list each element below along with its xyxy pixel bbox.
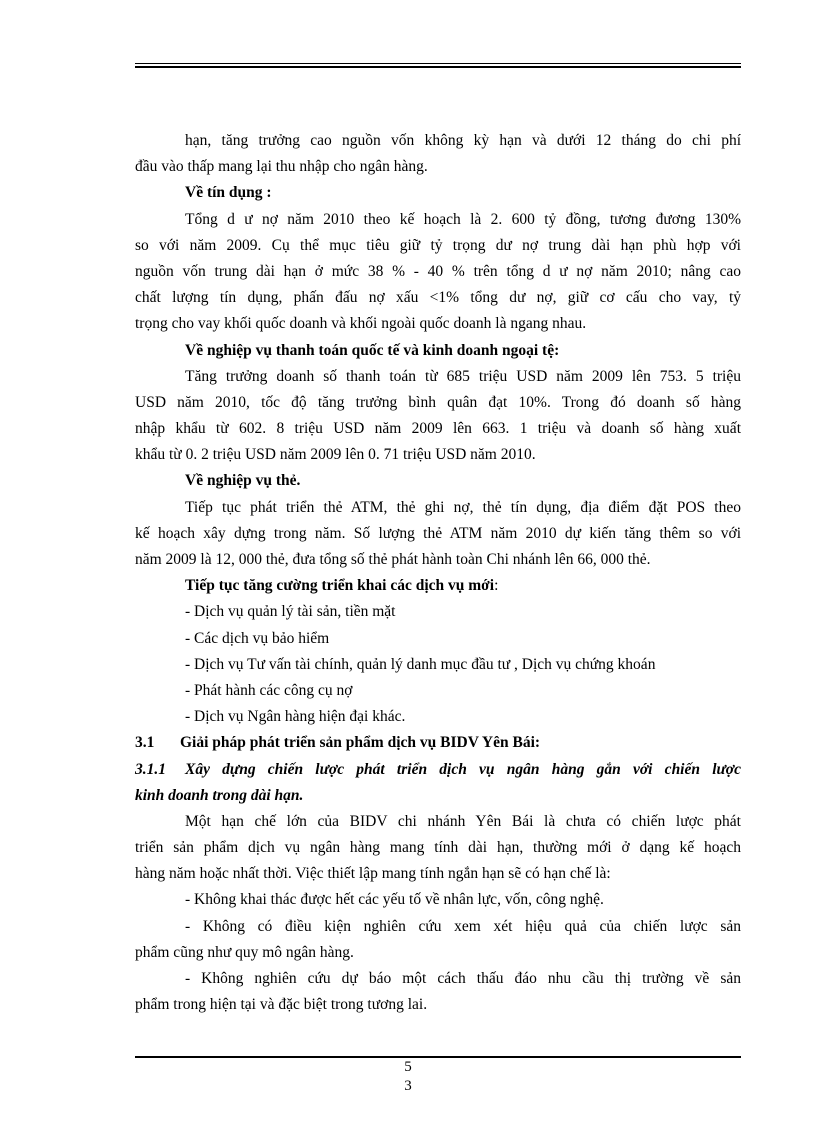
heading-text: Tiếp tục tăng cường triển khai các dịch vụ mới xyxy=(185,577,495,595)
paragraph-line: kế hoạch xây dựng trong năm. Số lượng thẻ ATM năm 2010 dự kiến tăng thêm so với xyxy=(135,524,741,542)
page-number xyxy=(0,1058,816,1096)
list-item: - Dịch vụ Ngân hàng hiện đại khác. xyxy=(185,708,406,726)
section-heading-new-services xyxy=(135,573,741,599)
paragraph-line: Một hạn chế lớn của BIDV chi nhánh Yên Bái là chưa có chiến lược phát xyxy=(185,812,741,830)
document-body xyxy=(135,128,741,1018)
subsection-heading-3-1-1 xyxy=(135,757,741,783)
paragraph-line: đầu vào thấp mang lại thu nhập cho ngân hàng. xyxy=(135,158,428,176)
paragraph-line: trọng cho vay khối quốc doanh và khối ngoài quốc doanh là ngang nhau. xyxy=(135,315,587,333)
list-item: - Các dịch vụ bảo hiểm xyxy=(185,629,330,647)
paragraph-line: Tổng d ư nợ năm 2010 theo kế hoạch là 2. 600 tỷ đồng, tương đương 130% xyxy=(185,210,741,228)
heading-colon: : xyxy=(494,577,499,595)
section-heading-card: Về nghiệp vụ thẻ. xyxy=(185,472,301,490)
paragraph-line: triển sản phẩm dịch vụ ngân hàng mang tính dài hạn, thường mới ở dạng kế hoạch xyxy=(135,839,741,857)
heading-text: Xây dựng chiến lược phát triển dịch vụ ngân hàng gắn với chiến lược xyxy=(185,760,741,778)
paragraph-line: năm 2009 là 12, 000 thẻ, đưa tổng số thẻ phát hành toàn Chi nhánh lên 66, 000 thẻ. xyxy=(135,551,651,568)
list-item: - Dịch vụ quản lý tài sản, tiền mặt xyxy=(185,603,396,621)
section-heading-credit: Về tín dụng : xyxy=(185,184,272,202)
heading-text: Giải pháp phát triển sản phẩm dịch vụ BIDV Yên Bái: xyxy=(180,734,541,752)
paragraph-line: hàng năm hoặc nhất thời. Việc thiết lập mang tính ngắn hạn sẽ có hạn chế là: xyxy=(135,865,611,883)
paragraph-line: Tăng trưởng doanh số thanh toán từ 685 triệu USD năm 2009 lên 753. 5 triệu xyxy=(185,367,741,385)
paragraph-line: nhập khẩu từ 602. 8 triệu USD năm 2009 lên 663. 1 triệu và doanh số hàng xuất xyxy=(135,420,741,438)
list-item: - Dịch vụ Tư vấn tài chính, quản lý danh mục đầu tư , Dịch vụ chứng khoán xyxy=(185,655,656,673)
list-item: - Không khai thác được hết các yếu tố về nhân lực, vốn, công nghệ. xyxy=(185,891,604,909)
paragraph-line: so với năm 2009. Cụ thể mục tiêu giữ tỷ trọng dư nợ trung dài hạn phù hợp với xyxy=(135,236,741,254)
paragraph-line: phẩm cũng như quy mô ngân hàng. xyxy=(135,943,354,961)
paragraph-line: phẩm trong hiện tại và đặc biệt trong tương lai. xyxy=(135,996,428,1014)
paragraph-line: Tiếp tục phát triển thẻ ATM, thẻ ghi nợ, thẻ tín dụng, địa điểm đặt POS theo xyxy=(185,498,741,516)
section-heading-3-1 xyxy=(135,730,741,756)
paragraph-line: hạn, tăng trưởng cao nguồn vốn không kỳ hạn và dưới 12 tháng do chi phí xyxy=(185,132,741,149)
page-number-line-1: 5 xyxy=(404,1059,412,1075)
section-heading-international-payment: Về nghiệp vụ thanh toán quốc tế và kinh doanh ngoại tệ: xyxy=(185,341,560,359)
paragraph-line: nguồn vốn trung dài hạn ở mức 38 % - 40 % trên tổng d ư nợ năm 2010; nâng cao xyxy=(135,262,741,280)
paragraph-line: khẩu từ 0. 2 triệu USD năm 2009 lên 0. 71 triệu USD năm 2010. xyxy=(135,446,536,464)
paragraph-line: USD năm 2010, tốc độ tăng trưởng bình quân đạt 10%. Trong đó doanh số hàng xyxy=(135,393,741,411)
header-rule xyxy=(135,63,741,68)
list-item: - Không có điều kiện nghiên cứu xem xét hiệu quả của chiến lược sản xyxy=(185,917,741,935)
subsection-heading-continued: kinh doanh trong dài hạn. xyxy=(135,786,304,804)
heading-number: 3.1 xyxy=(135,734,155,752)
page-number-line-2: 3 xyxy=(404,1078,412,1094)
list-item: - Phát hành các công cụ nợ xyxy=(185,681,353,699)
paragraph-line: chất lượng tín dụng, phấn đấu nợ xấu <1% tổng dư nợ, giữ cơ cấu cho vay, tỷ xyxy=(135,289,741,307)
list-item: - Không nghiên cứu dự báo một cách thấu đáo nhu cầu thị trường về sản xyxy=(185,970,741,987)
heading-number: 3.1.1 xyxy=(135,760,166,778)
